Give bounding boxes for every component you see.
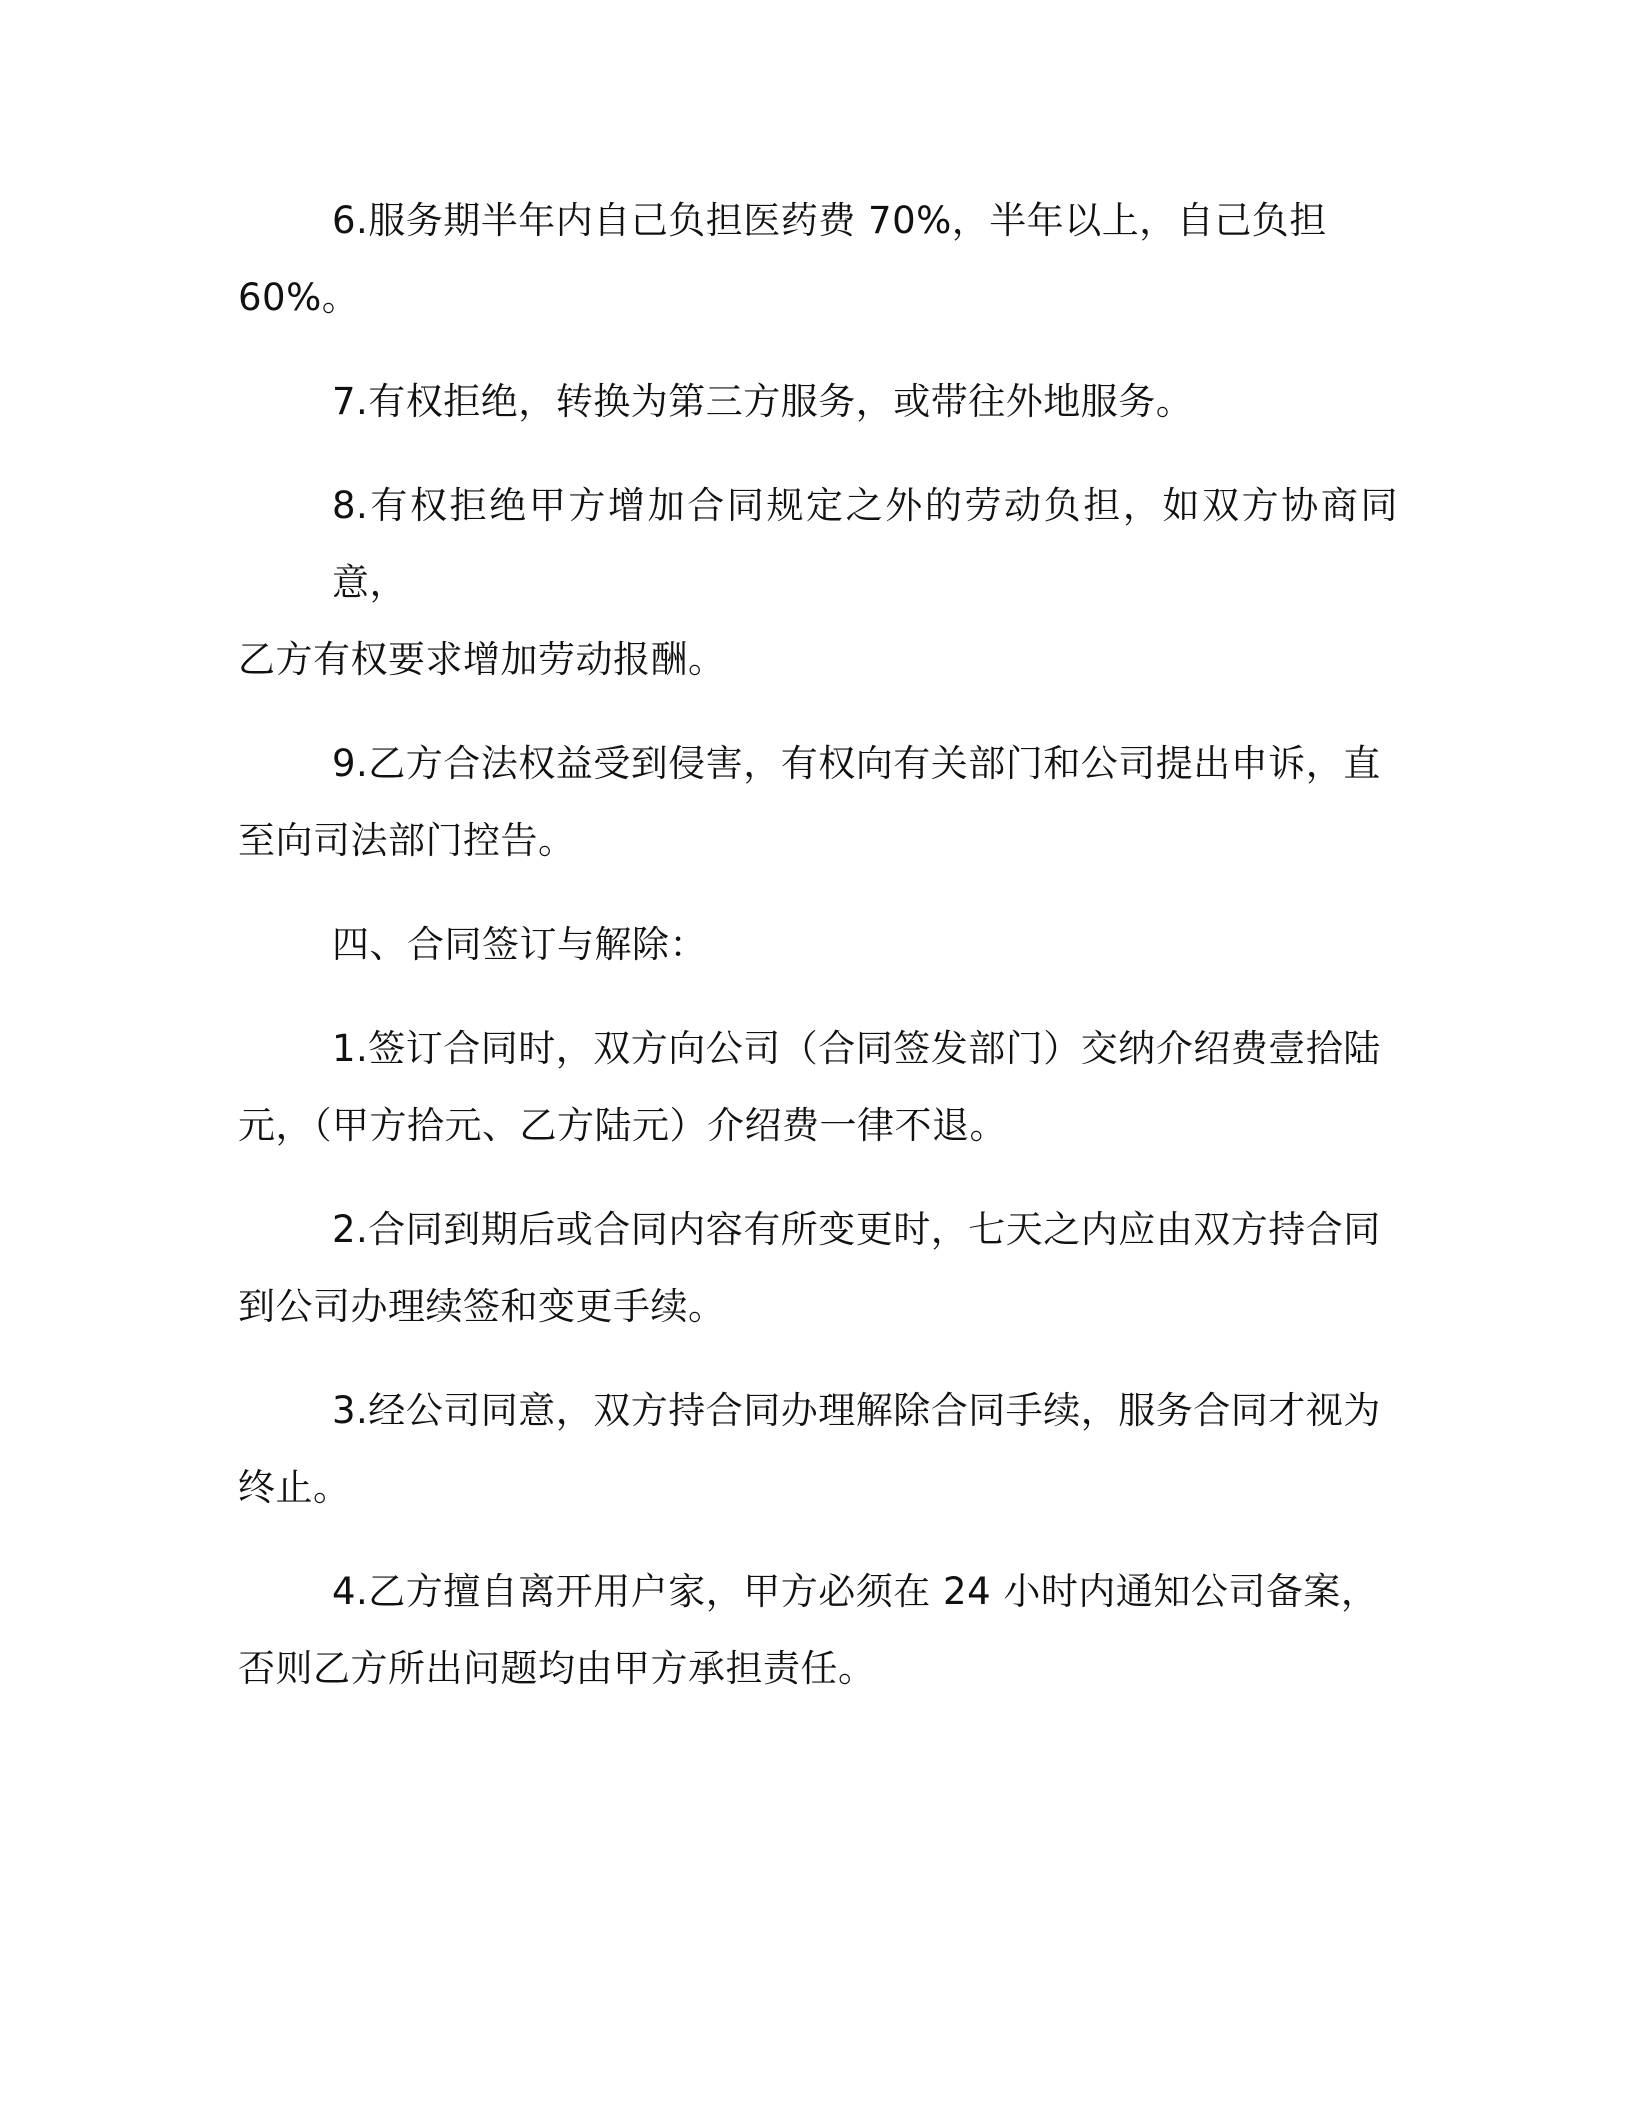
paragraph-line: 乙方有权要求增加劳动报酬。 [238, 638, 726, 681]
paragraph-line: 4.乙方擅自离开用户家，甲方必须在 24 小时内通知公司备案， [332, 1570, 1379, 1613]
paragraph-line: 到公司办理续签和变更手续。 [238, 1285, 726, 1328]
paragraph-line: 6.服务期半年内自己负担医药费 70%，半年以上，自己负担 [332, 199, 1327, 242]
paragraph-line: 60%。 [238, 276, 360, 319]
paragraph-item-8 [238, 467, 1398, 698]
paragraph-s4-item-2 [238, 1191, 1398, 1345]
paragraph-line: 元，（甲方拾元、乙方陆元）介绍费一律不退。 [238, 1104, 1007, 1147]
section-heading-4 [238, 906, 1398, 983]
section-heading-text: 四、合同签订与解除： [332, 923, 707, 966]
paragraph-line: 终止。 [238, 1466, 351, 1509]
paragraph-line: 1.签订合同时，双方向公司（合同签发部门）交纳介绍费壹拾陆 [332, 1027, 1381, 1070]
paragraph-line: 2.合同到期后或合同内容有所变更时，七天之内应由双方持合同 [332, 1208, 1381, 1251]
paragraph-line: 至向司法部门控告。 [238, 819, 576, 862]
paragraph-line: 9.乙方合法权益受到侵害，有权向有关部门和公司提出申诉，直 [332, 742, 1381, 785]
paragraph-s4-item-3 [238, 1372, 1398, 1526]
paragraph-line: 7.有权拒绝，转换为第三方服务，或带往外地服务。 [332, 380, 1194, 423]
document-body [238, 182, 1398, 1734]
paragraph-item-6 [238, 182, 1398, 336]
paragraph-line: 3.经公司同意，双方持合同办理解除合同手续，服务合同才视为 [332, 1389, 1381, 1432]
paragraph-line: 否则乙方所出问题均由甲方承担责任。 [238, 1647, 876, 1690]
paragraph-item-7 [238, 363, 1398, 440]
paragraph-item-9 [238, 725, 1398, 879]
paragraph-s4-item-4 [238, 1553, 1398, 1707]
paragraph-line: 8.有权拒绝甲方增加合同规定之外的劳动负担，如双方协商同意， [332, 484, 1398, 604]
paragraph-s4-item-1 [238, 1010, 1398, 1164]
